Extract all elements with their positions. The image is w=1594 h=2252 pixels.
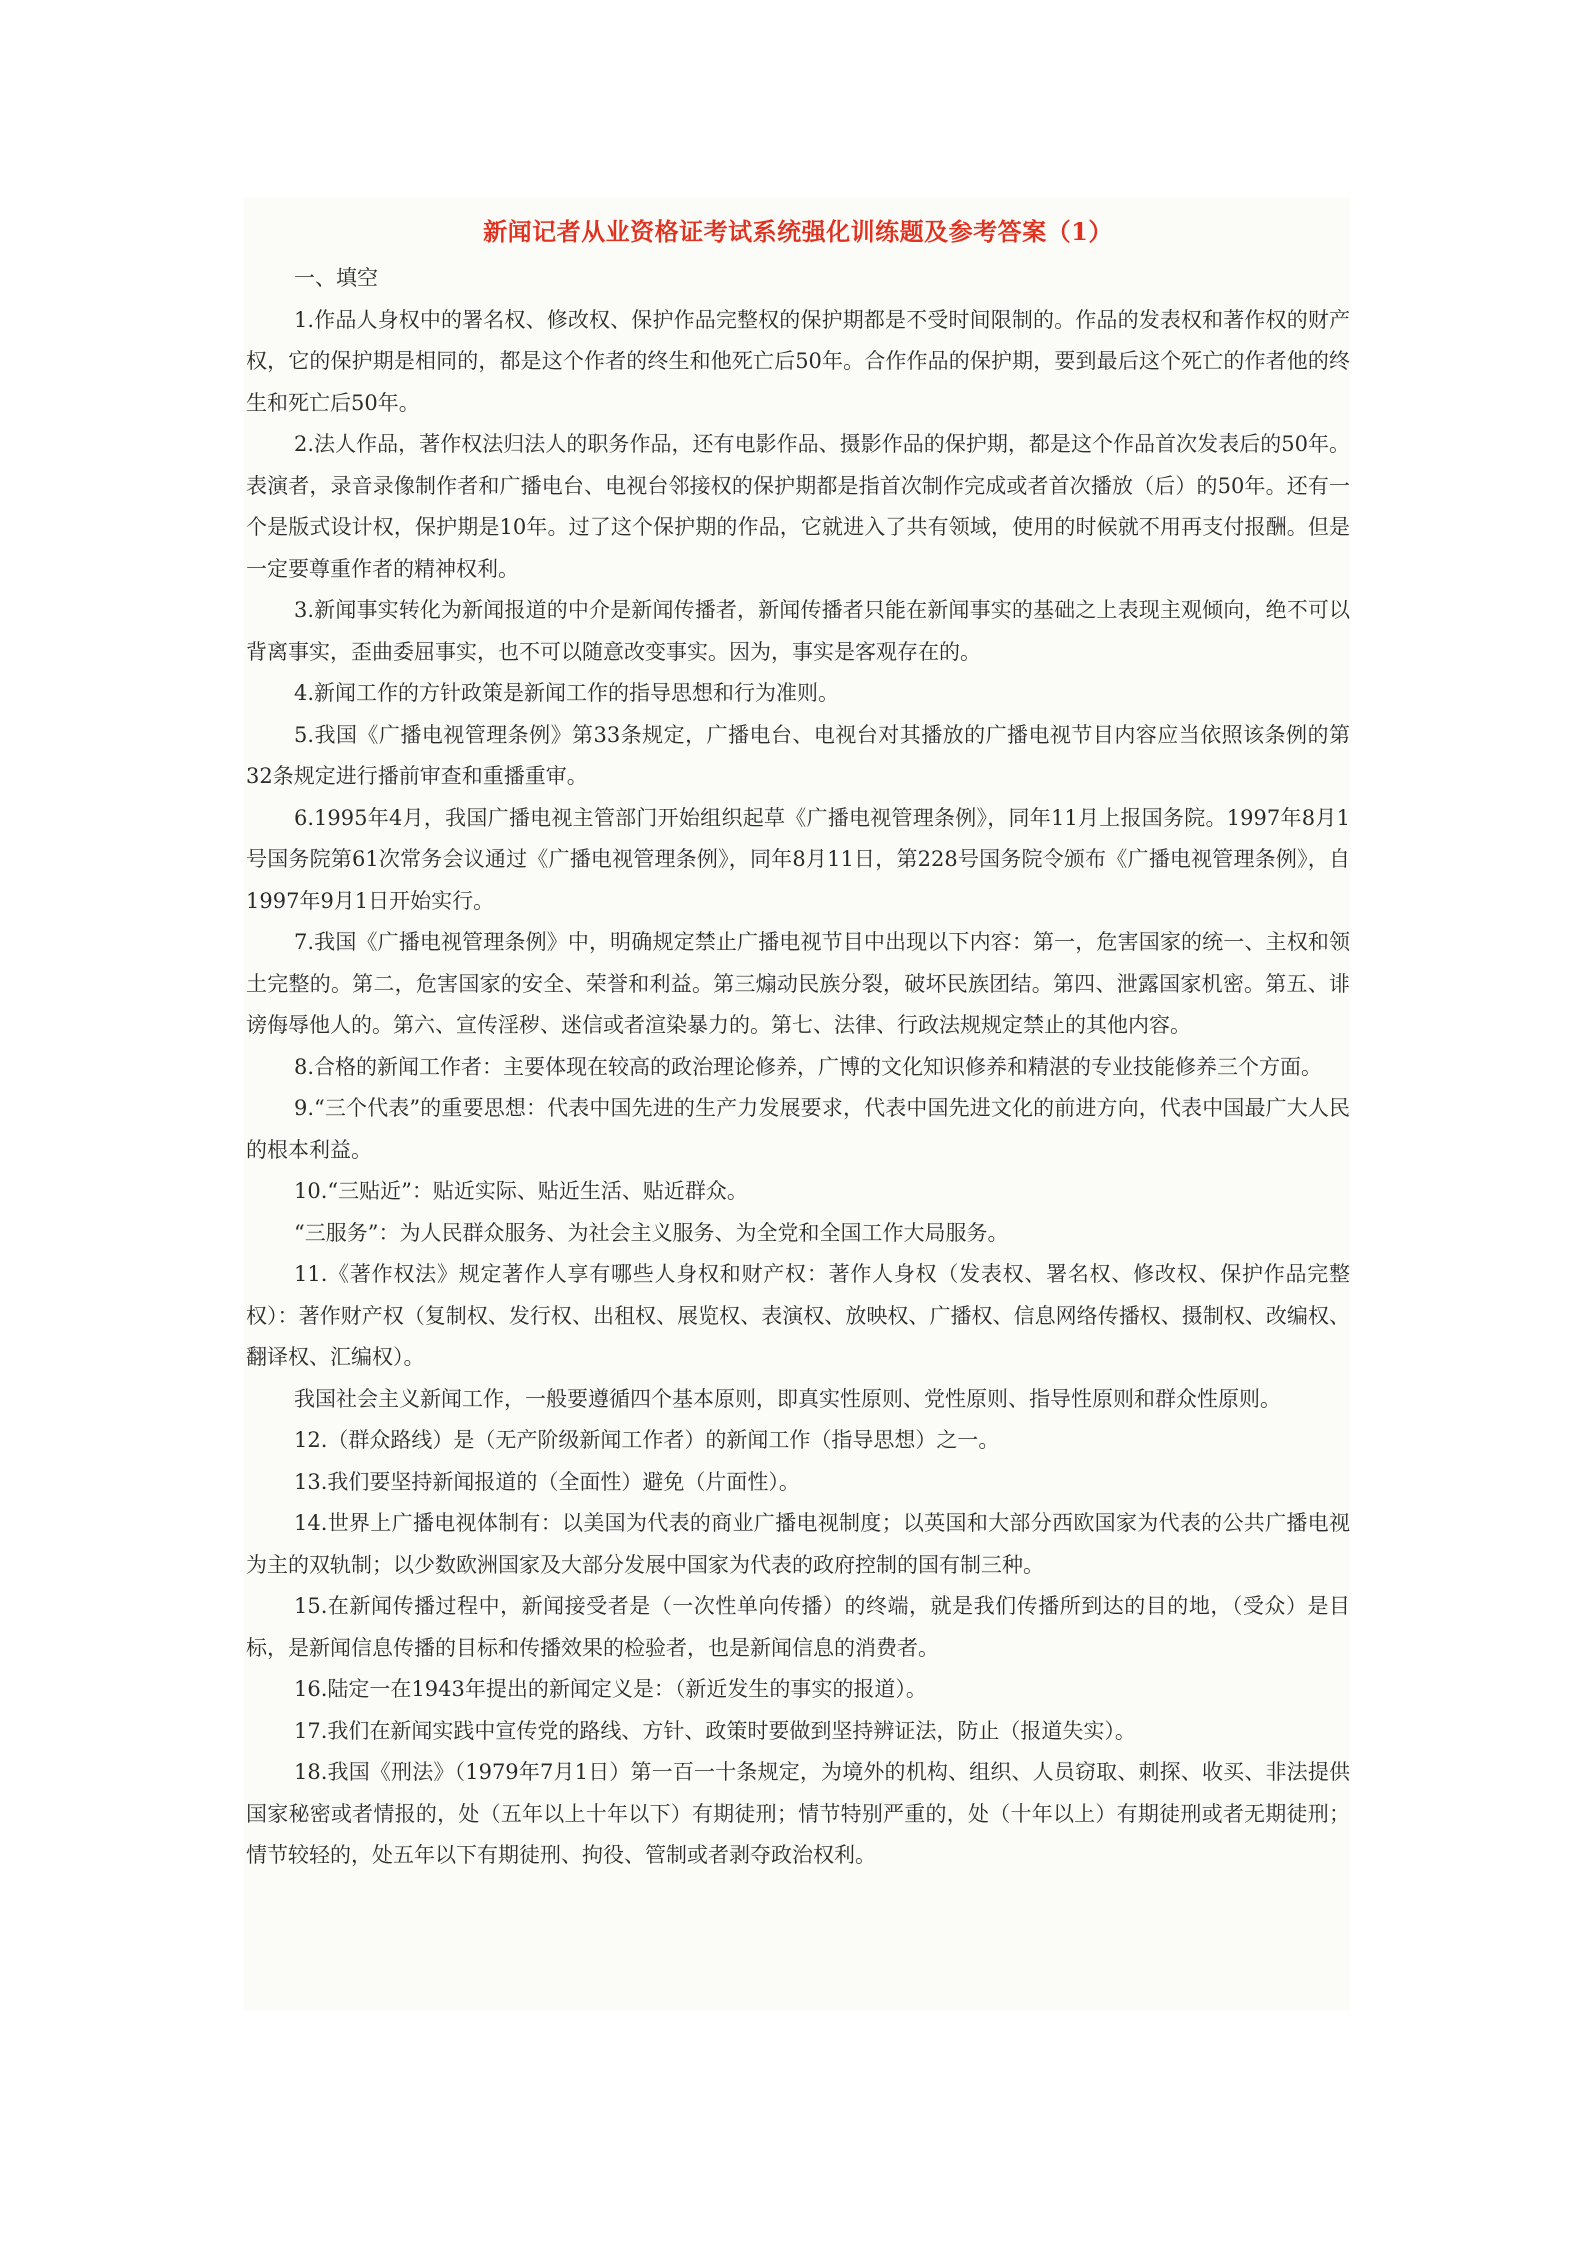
paragraph-10: 10.“三贴近”：贴近实际、贴近生活、贴近群众。 bbox=[294, 1179, 748, 1203]
paragraph-18: 18.我国《刑法》（1979年7月1日）第一百一十条规定，为境外的机构、组织、人员窃取、刺探、收买、非法提供国家秘密或者情报的，处（五年以上十年以下）有期徒刑；情节特别严重的，处（十年以上）有期徒刑或者无期徒刑；情节较轻的，处五年以下有期徒刑、拘役、管制或者剥夺政治权利。 bbox=[246, 1760, 1350, 1867]
paragraph-11: 11.《著作权法》规定著作人享有哪些人身权和财产权：著作人身权（发表权、署名权、修改权、保护作品完整权）：著作财产权（复制权、发行权、出租权、展览权、表演权、放映权、广播权、信息网络传播权、摄制权、改编权、翻译权、汇编权）。 bbox=[246, 1262, 1350, 1369]
paragraph-7: 7.我国《广播电视管理条例》中，明确规定禁止广播电视节目中出现以下内容：第一，危害国家的统一、主权和领土完整的。第二，危害国家的安全、荣誉和利益。第三煽动民族分裂，破坏民族团结。第四、泄露国家机密。第五、诽谤侮辱他人的。第六、宣传淫秽、迷信或者渲染暴力的。第七、法律、行政法规规定禁止的其他内容。 bbox=[246, 930, 1350, 1037]
paragraph-13: 13.我们要坚持新闻报道的（全面性）避免（片面性）。 bbox=[294, 1469, 800, 1494]
paragraph-4: 4.新闻工作的方针政策是新闻工作的指导思想和行为准则。 bbox=[294, 681, 840, 705]
paragraph-8: 8.合格的新闻工作者：主要体现在较高的政治理论修养，广博的文化知识修养和精湛的专业技能修养三个方面。 bbox=[294, 1054, 1323, 1079]
paragraph-17: 17.我们在新闻实践中宣传党的路线、方针、政策时要做到坚持辨证法，防止（报道失实）。 bbox=[294, 1718, 1136, 1743]
paragraph-2: 2.法人作品，著作权法归法人的职务作品，还有电影作品、摄影作品的保护期，都是这个作品首次发表后的50年。表演者，录音录像制作者和广播电台、电视台邻接权的保护期都是指首次制作完成或者首次播放（后）的50年。还有一个是版式设计权，保护期是10年。过了这个保护期的作品，它就进入了共有领域，使用的时候就不用再支付报酬。但是一定要尊重作者的精神权利。 bbox=[246, 432, 1350, 581]
paragraph-1: 1.作品人身权中的署名权、修改权、保护作品完整权的保护期都是不受时间限制的。作品的发表权和著作权的财产权，它的保护期是相同的，都是这个作者的终生和他死亡后50年。合作作品的保护期，要到最后这个死亡的作者他的终生和死亡后50年。 bbox=[246, 307, 1350, 415]
paragraph-three-services: “三服务”：为人民群众服务、为社会主义服务、为全党和全国工作大局服务。 bbox=[294, 1220, 1009, 1245]
document-title: 新闻记者从业资格证考试系统强化训练题及参考答案（1） bbox=[483, 217, 1113, 246]
document bbox=[246, 210, 1350, 1877]
paragraph-14: 14.世界上广播电视体制有：以美国为代表的商业广播电视制度；以英国和大部分西欧国家为代表的公共广播电视为主的双轨制；以少数欧洲国家及大部分发展中国家为代表的政府控制的国有制三种。 bbox=[246, 1511, 1350, 1577]
paragraph-12: 12.（群众路线）是（无产阶级新闻工作者）的新闻工作（指导思想）之一。 bbox=[294, 1428, 1000, 1452]
paragraph-5: 5.我国《广播电视管理条例》第33条规定，广播电台、电视台对其播放的广播电视节目内容应当依照该条例的第32条规定进行播前审查和重播重审。 bbox=[246, 722, 1350, 788]
paragraph-3: 3.新闻事实转化为新闻报道的中介是新闻传播者，新闻传播者只能在新闻事实的基础之上表现主观倾向，绝不可以背离事实，歪曲委屈事实，也不可以随意改变事实。因为，事实是客观存在的。 bbox=[246, 598, 1350, 664]
paragraph-9: 9.“三个代表”的重要思想：代表中国先进的生产力发展要求，代表中国先进文化的前进方向，代表中国最广大人民的根本利益。 bbox=[246, 1096, 1350, 1162]
paragraph-6: 6.1995年4月，我国广播电视主管部门开始组织起草《广播电视管理条例》，同年11月上报国务院。1997年8月1号国务院第61次常务会议通过《广播电视管理条例》，同年8月11日，第228号国务院令颁布《广播电视管理条例》，自1997年9月1日开始实行。 bbox=[246, 805, 1350, 913]
paragraph-15: 15.在新闻传播过程中，新闻接受者是（一次性单向传播）的终端，就是我们传播所到达的目的地，（受众）是目标，是新闻信息传播的目标和传播效果的检验者，也是新闻信息的消费者。 bbox=[246, 1594, 1350, 1660]
section-heading: 一、填空 bbox=[294, 266, 378, 290]
paragraph-principles: 我国社会主义新闻工作，一般要遵循四个基本原则，即真实性原则、党性原则、指导性原则和群众性原则。 bbox=[294, 1386, 1281, 1411]
paragraph-16: 16.陆定一在1943年提出的新闻定义是：（新近发生的事实的报道）。 bbox=[294, 1677, 927, 1701]
